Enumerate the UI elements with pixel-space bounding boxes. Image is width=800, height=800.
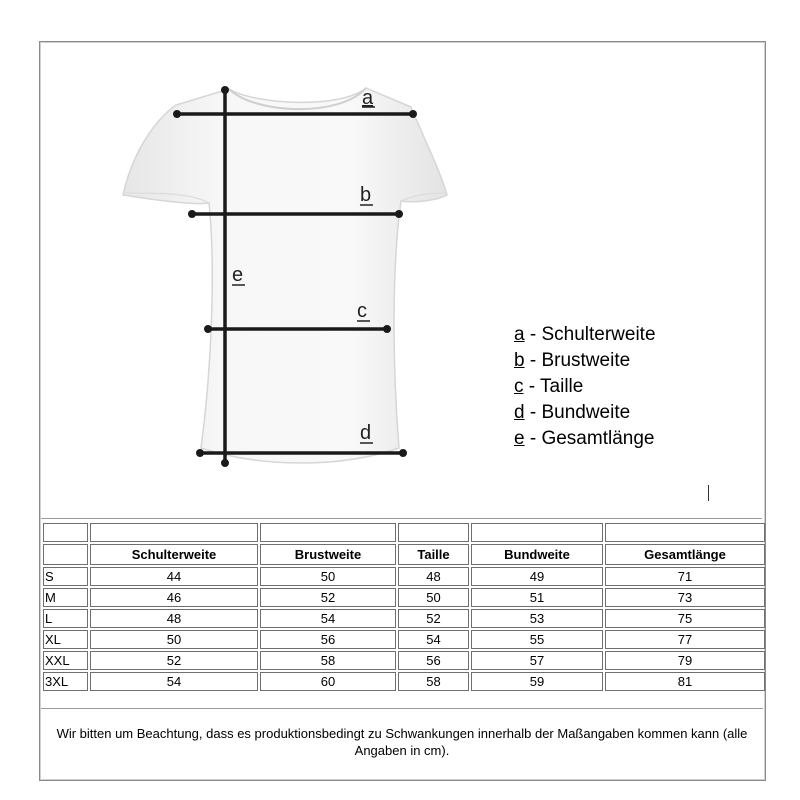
table-row (43, 588, 765, 607)
label-e: e (232, 264, 244, 286)
table-cell: 79 (605, 651, 765, 670)
table-header: Schulterweite (90, 544, 258, 565)
table-cell: 58 (398, 672, 469, 691)
table-row (43, 609, 765, 628)
table-cell: 52 (398, 609, 469, 628)
table-cell: 52 (90, 651, 258, 670)
table-cell: 58 (260, 651, 396, 670)
size-table (41, 521, 767, 693)
legend-item-a (514, 322, 656, 348)
table-cell: 71 (605, 567, 765, 586)
table-cell: 50 (260, 567, 396, 586)
table-row (43, 567, 765, 586)
legend-text: - Brustweite (524, 350, 631, 371)
table-cell: 59 (471, 672, 603, 691)
table-cell: 54 (398, 630, 469, 649)
legend-letter: d (514, 402, 525, 423)
legend-text: - Taille (523, 376, 584, 397)
measure-dot-d-right (399, 449, 407, 457)
measure-dot-c-left (204, 325, 212, 333)
tshirt-shape (123, 88, 447, 463)
table-cell: 50 (90, 630, 258, 649)
label-b: b (360, 184, 372, 206)
legend-letter: c (514, 376, 524, 397)
table-cell: 56 (260, 630, 396, 649)
table-cell: 81 (605, 672, 765, 691)
table-cell: 51 (471, 588, 603, 607)
legend-text: - Bundweite (524, 402, 631, 423)
table-header: Brustweite (260, 544, 396, 565)
legend-text: - Gesamtlänge (524, 428, 655, 449)
table-cell: 54 (90, 672, 258, 691)
measurement-legend (514, 322, 656, 452)
table-cell: 77 (605, 630, 765, 649)
legend-item-b (514, 348, 656, 374)
table-cell: 48 (90, 609, 258, 628)
legend-item-d (514, 400, 656, 426)
label-a: a (362, 87, 374, 109)
table-header: Gesamtlänge (605, 544, 765, 565)
table-cell: 57 (471, 651, 603, 670)
table-cell: 55 (471, 630, 603, 649)
measure-dot-d-left (196, 449, 204, 457)
size-label: 3XL (43, 672, 88, 691)
measure-dot-b-left (188, 210, 196, 218)
size-label: S (43, 567, 88, 586)
measure-dot-a-right (409, 110, 417, 118)
label-c: c (357, 300, 367, 322)
table-cell: 54 (260, 609, 396, 628)
table-cell: 44 (90, 567, 258, 586)
measure-dot-e-top (221, 86, 229, 94)
table-cell: 75 (605, 609, 765, 628)
table-cell: 60 (260, 672, 396, 691)
table-header (43, 544, 88, 565)
size-label: XL (43, 630, 88, 649)
table-cell: 73 (605, 588, 765, 607)
table-cell: 56 (398, 651, 469, 670)
measure-dot-b-right (395, 210, 403, 218)
table-cell: 48 (398, 567, 469, 586)
legend-letter: b (514, 350, 525, 371)
measure-dot-a-left (173, 110, 181, 118)
measure-dot-e-bottom (221, 459, 229, 467)
legend-item-c (514, 374, 656, 400)
legend-letter: a (514, 324, 525, 345)
table-cell: 46 (90, 588, 258, 607)
table-cell: 49 (471, 567, 603, 586)
table-header: Bundweite (471, 544, 603, 565)
measure-dot-c-right (383, 325, 391, 333)
table-header: Taille (398, 544, 469, 565)
table-header-row (43, 544, 765, 565)
table-spacer-row (43, 523, 765, 542)
table-cell: 53 (471, 609, 603, 628)
table-cell: 52 (260, 588, 396, 607)
table-row (43, 630, 765, 649)
table-row (43, 672, 765, 691)
label-d: d (360, 422, 372, 444)
legend-letter: e (514, 428, 525, 449)
text-cursor (708, 485, 709, 501)
legend-text: - Schulterweite (524, 324, 656, 345)
size-label: L (43, 609, 88, 628)
size-label: M (43, 588, 88, 607)
table-cell: 50 (398, 588, 469, 607)
table-row (43, 651, 765, 670)
size-label: XXL (43, 651, 88, 670)
tshirt-diagram (41, 43, 762, 519)
disclaimer-note: Wir bitten um Beachtung, dass es produktionsbedingt zu Schwankungen innerhalb der Maßangaben kommen kann (alle Angaben in cm). (41, 708, 763, 774)
legend-item-e (514, 426, 656, 452)
